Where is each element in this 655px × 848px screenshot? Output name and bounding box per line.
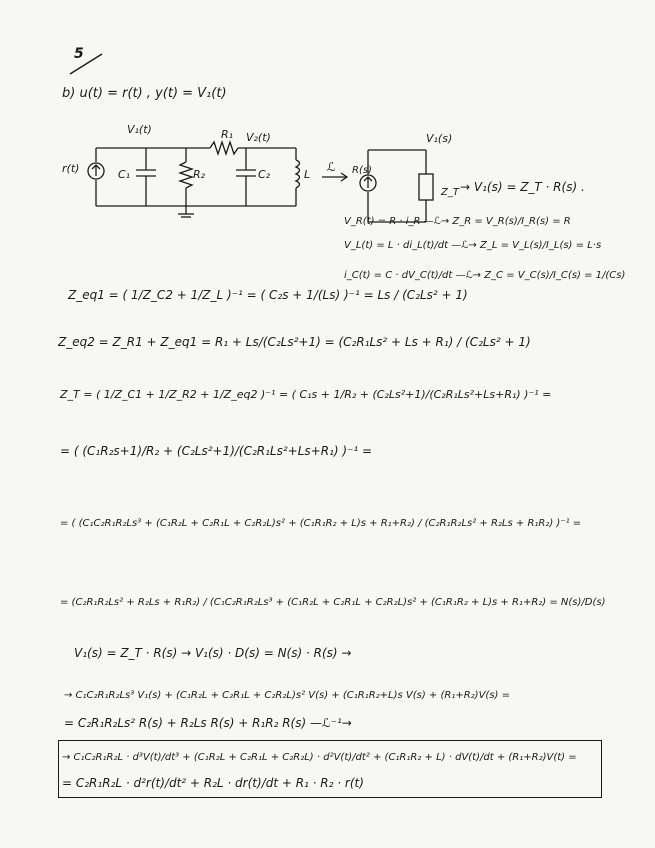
side-note-capacitor: i_C(t) = C · dV_C(t)/dt —ℒ→ Z_C = V_C(s)/I_C(s) = 1/(Cs) xyxy=(344,270,626,281)
page-number: 5 xyxy=(74,46,84,62)
eq-zeq1: Z_eq1 = ( 1/Z_C2 + 1/Z_L )⁻¹ = ( C₂s + 1/(Ls) )⁻¹ = Ls / (C₂Ls² + 1) xyxy=(68,288,468,302)
eq-zt-3: = ( (C₁C₂R₁R₂Ls³ + (C₁R₂L + C₂R₁L + C₂R₂L)s² + (C₁R₁R₂ + L)s + R₁+R₂) / (C₂R₁R₂Ls² + R₂Ls + R₁R₂) )⁻¹ = xyxy=(60,518,582,529)
label-r2: R₂ xyxy=(193,168,206,181)
side-note-resistor: V_R(t) = R · i_R —ℒ→ Z_R = V_R(s)/I_R(s) = R xyxy=(344,216,571,227)
eq-v1s-zt: → V₁(s) = Z_T · R(s) . xyxy=(460,180,585,194)
eq-final-2: = C₂R₁R₂L · d²r(t)/dt² + R₂L · dr(t)/dt + R₁ · R₂ · r(t) xyxy=(62,776,364,790)
label-v2: V₂(t) xyxy=(246,131,271,144)
eq-final-1: → C₁C₂R₁R₂L · d³V(t)/dt³ + (C₁R₂L + C₂R₁L + C₂R₂L) · d²V(t)/dt² + (C₁R₁R₂ + L) · dV(t)/dt + (R₁+R₂)V(t) = xyxy=(62,752,577,763)
label-source-r: r(t) xyxy=(62,162,80,175)
label-r1: R₁ xyxy=(221,128,234,141)
laplace-arrow xyxy=(320,172,350,182)
label-v1: V₁(t) xyxy=(127,123,152,136)
eq-expand-2: = C₂R₁R₂Ls² R(s) + R₂Ls R(s) + R₁R₂ R(s) —ℒ⁻¹→ xyxy=(64,716,352,730)
section-header: b) u(t) = r(t) , y(t) = V₁(t) xyxy=(62,86,227,101)
label-zt: Z_T xyxy=(441,187,459,198)
eq-expand-1: → C₁C₂R₁R₂Ls³ V₁(s) + (C₁R₂L + C₂R₁L + C₂R₂L)s² V(s) + (C₁R₁R₂+L)s V(s) + (R₁+R₂)V(s) = xyxy=(64,690,510,701)
page-number-slash xyxy=(66,50,106,76)
laplace-symbol: ℒ xyxy=(327,160,336,174)
label-v1s: V₁(s) xyxy=(426,132,453,145)
eq-zt-1: Z_T = ( 1/Z_C1 + 1/Z_R2 + 1/Z_eq2 )⁻¹ = ( C₁s + 1/R₂ + (C₂Ls²+1)/(C₂R₁Ls²+Ls+R₁) )⁻¹ = xyxy=(60,388,552,401)
label-source-R: R(s) xyxy=(352,165,372,176)
label-c1: C₁ xyxy=(118,168,131,181)
label-c2: C₂ xyxy=(258,168,271,181)
eq-zeq2: Z_eq2 = Z_R1 + Z_eq1 = R₁ + Ls/(C₂Ls²+1) = (C₂R₁Ls² + Ls + R₁) / (C₂Ls² + 1) xyxy=(58,335,531,349)
side-note-inductor: V_L(t) = L · di_L(t)/dt —ℒ→ Z_L = V_L(s)/I_L(s) = L·s xyxy=(344,240,602,251)
eq-v1s: V₁(s) = Z_T · R(s) → V₁(s) · D(s) = N(s) · R(s) → xyxy=(74,646,352,660)
circuit-diagram-time xyxy=(60,110,310,220)
eq-zt-4: = (C₂R₁R₂Ls² + R₂Ls + R₁R₂) / (C₁C₂R₁R₂Ls³ + (C₁R₂L + C₂R₁L + C₂R₂L)s² + (C₁R₁R₂ + L)s + R₁+R₂) = N(s)/D(s) xyxy=(60,597,606,608)
label-l: L xyxy=(304,168,311,181)
eq-zt-2: = ( (C₁R₂s+1)/R₂ + (C₂Ls²+1)/(C₂R₁Ls²+Ls+R₁) )⁻¹ = xyxy=(60,444,373,458)
